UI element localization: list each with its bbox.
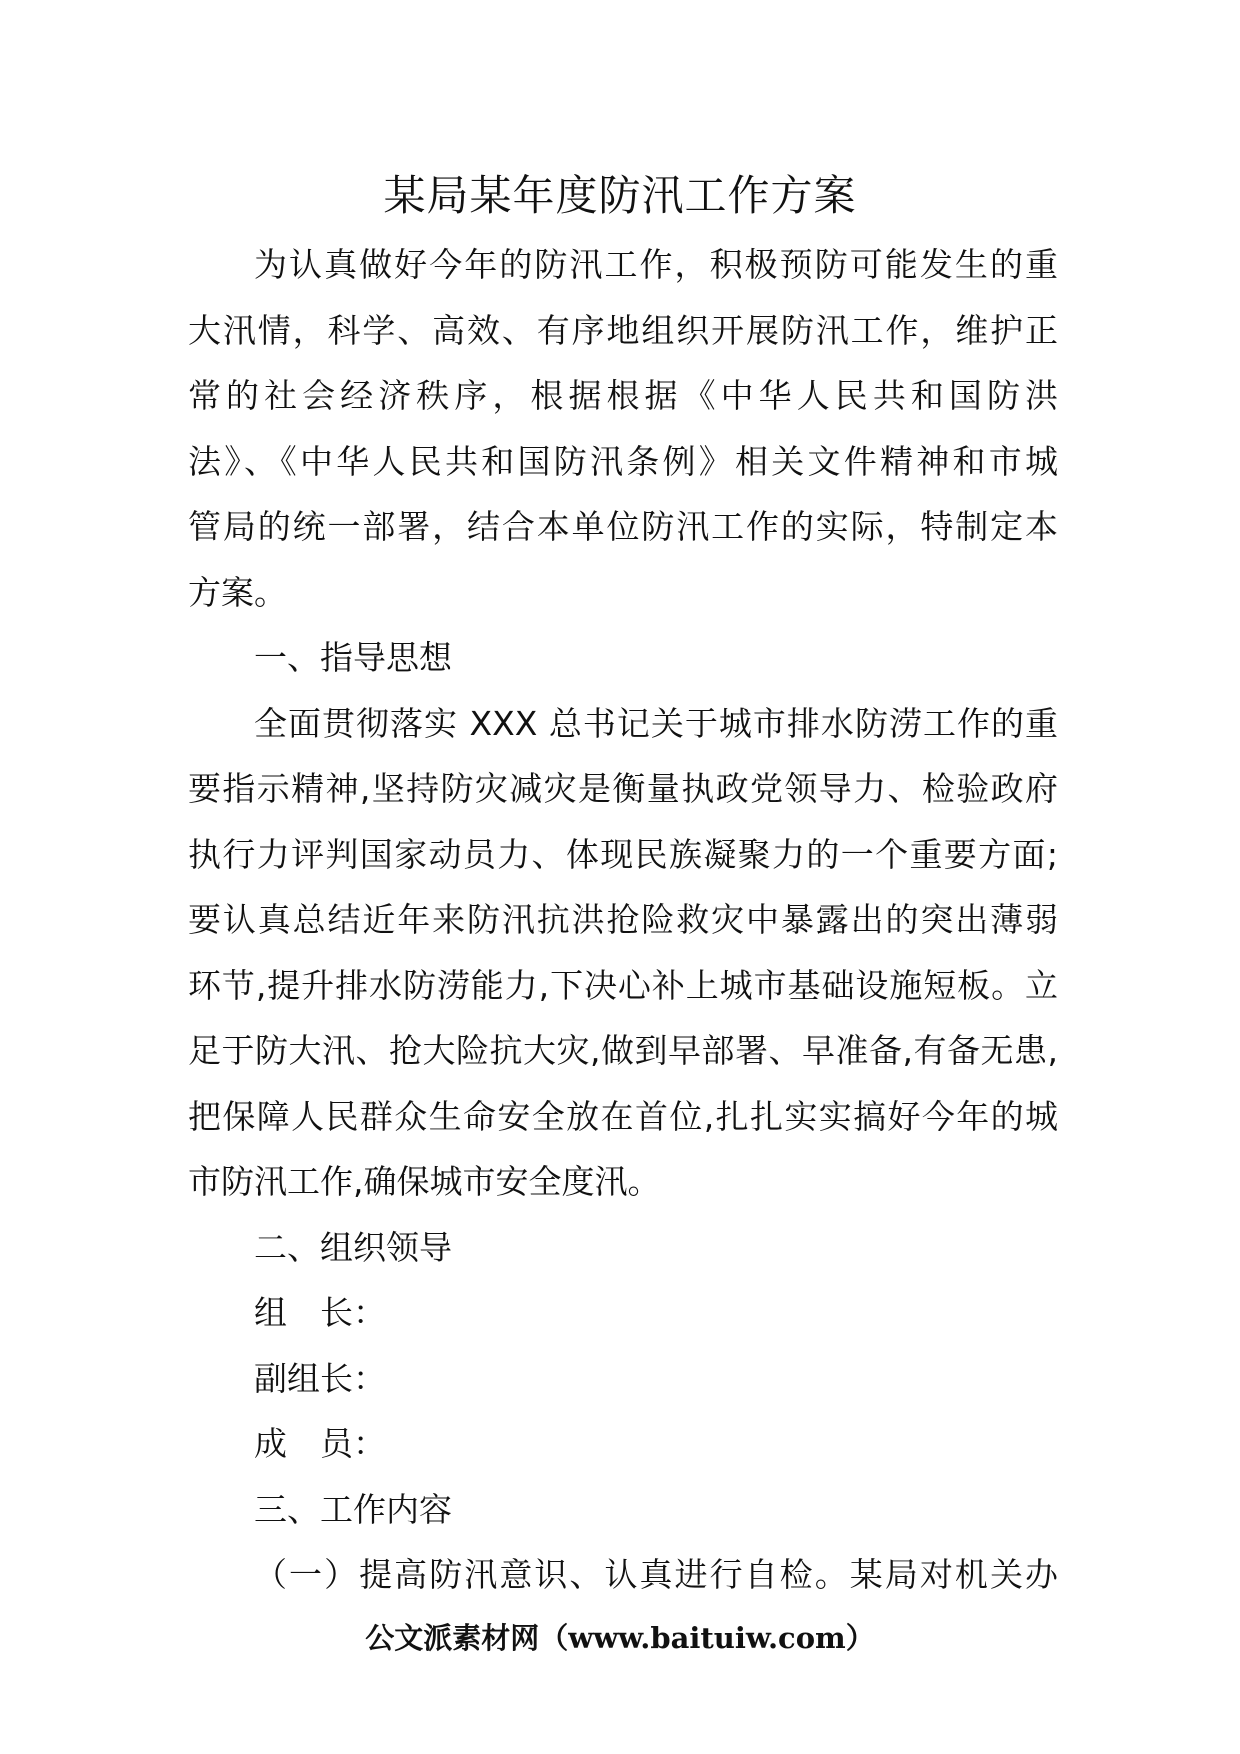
body-line: 执行力评判国家动员力、体现民族凝聚力的一个重要方面; xyxy=(188,834,1058,874)
body-line: 为认真做好今年的防汛工作，积极预防可能发生的重 xyxy=(254,245,1058,284)
body-line: 把保障人民群众生命安全放在首位,扎扎实实搞好今年的城 xyxy=(188,1096,1058,1136)
footer-watermark: 公文派素材网（www.baituiw.com） xyxy=(365,1621,875,1655)
member-field: 成 员： xyxy=(254,1424,386,1463)
body-line: 要认真总结近年来防汛抗洪抢险救灾中暴露出的突出薄弱 xyxy=(188,900,1058,939)
body-line: 要指示精神,坚持防灾减灾是衡量执政党领导力、检验政府 xyxy=(188,769,1058,808)
document-body xyxy=(188,232,1058,1608)
body-line: 环节,提升排水防涝能力,下决心补上城市基础设施短板。立 xyxy=(188,965,1058,1005)
body-line: 市防汛工作,确保城市安全度汛。 xyxy=(188,1162,661,1201)
body-line: 常的社会经济秩序，根据根据《中华人民共和国防洪 xyxy=(188,376,1058,415)
deputy-leader-field: 副组长： xyxy=(254,1358,386,1398)
section-heading: 三、工作内容 xyxy=(254,1489,452,1529)
body-line: 法》、《中华人民共和国防汛条例》相关文件精神和市城 xyxy=(188,441,1058,481)
body-line: 大汛情，科学、高效、有序地组织开展防汛工作，维护正 xyxy=(188,310,1058,350)
body-line: （一）提高防汛意识、认真进行自检。某局对机关办 xyxy=(254,1555,1058,1594)
body-line: 足于防大汛、抢大险抗大灾,做到早部署、早准备,有备无患, xyxy=(188,1031,1058,1070)
leader-field: 组 长： xyxy=(254,1293,386,1332)
section-heading: 一、指导思想 xyxy=(254,638,452,677)
document-title: 某局某年度防汛工作方案 xyxy=(383,171,857,220)
section-heading: 二、组织领导 xyxy=(254,1227,452,1267)
body-line: 方案。 xyxy=(188,572,287,612)
body-line: 管局的统一部署，结合本单位防汛工作的实际，特制定本 xyxy=(188,507,1058,546)
body-line: 全面贯彻落实 XXX 总书记关于城市排水防涝工作的重 xyxy=(254,703,1058,743)
